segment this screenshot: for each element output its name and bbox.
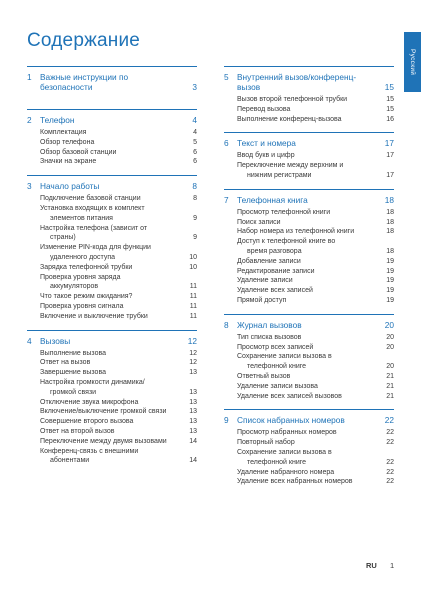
toc-entry-text [237, 151, 380, 161]
toc-entry-text [237, 267, 380, 277]
toc-entry-text-line: Удаление записи [237, 277, 293, 285]
toc-entry-text-line: Настройка телефона (зависит от [40, 224, 148, 232]
toc-entry-text [40, 417, 183, 427]
toc-section [27, 109, 197, 175]
toc-entry-text-line: Вызов второй телефонной трубки [237, 96, 348, 103]
toc-entry-text [40, 292, 183, 302]
toc-entry-text [40, 447, 183, 467]
toc-entry-text-line: Установка входящих в комплект [40, 204, 145, 212]
section-page-number: 3 [192, 82, 197, 92]
toc-entry-link[interactable] [27, 157, 197, 167]
toc-entry-page-number: 9 [193, 234, 197, 242]
toc-entry-page-number: 17 [386, 152, 394, 160]
toc-entry-text-line: время разговора [247, 247, 302, 255]
section-entries [27, 95, 197, 109]
toc-entry-link[interactable] [27, 417, 197, 427]
toc-entry-text [237, 257, 380, 267]
section-heading-link[interactable] [224, 132, 394, 151]
toc-entry-text [237, 218, 380, 228]
toc-entry-page-number: 10 [189, 253, 197, 261]
toc-entry-text [237, 477, 380, 487]
toc-entry-text-line: Значки на экране [40, 158, 97, 166]
toc-entry-text-line: Настройка громкости динамика/ [40, 378, 145, 386]
section-heading-link[interactable] [224, 314, 394, 333]
toc-entry-text-line: Ввод букв и цифр [237, 152, 295, 160]
toc-entry-text-line: телефонной книге [247, 363, 307, 371]
toc-entry-text [237, 392, 380, 402]
toc-entry-page-number: 13 [189, 418, 197, 426]
section-entries [224, 428, 394, 495]
section-title-line: Начало работы [40, 181, 100, 192]
section-entries [27, 349, 197, 475]
section-title-line: Список набранных номеров [237, 415, 345, 426]
toc-entry-text [237, 438, 380, 448]
toc-entry-text-line: Поиск записи [237, 218, 281, 226]
toc-entry-text [40, 407, 183, 417]
toc-entry-link[interactable] [27, 148, 197, 158]
section-title [40, 336, 183, 346]
toc-entry-link[interactable] [27, 243, 197, 263]
toc-entry-text-line: Добавление записи [237, 257, 301, 265]
toc-entry-text [40, 349, 183, 359]
toc-entry-text-line: Просмотр набранных номеров [237, 429, 337, 437]
section-title [237, 195, 380, 205]
toc-entry-page-number: 4 [193, 129, 197, 136]
toc-entry-text-line: Удаление набранного номера [237, 468, 335, 476]
footer-page-number: 1 [390, 561, 395, 570]
section-number: 2 [27, 115, 32, 125]
toc-entry-link[interactable] [27, 349, 197, 359]
toc-section [27, 66, 197, 109]
toc-entry-link[interactable] [224, 428, 394, 438]
toc-entry-text-line: Совершение второго вызова [40, 418, 134, 426]
section-number: 8 [224, 319, 229, 330]
toc-entry-page-number: 10 [189, 263, 197, 271]
toc-entry-text-line: Повторный набор [237, 439, 295, 447]
toc-section [224, 409, 394, 495]
toc-entry-link[interactable] [27, 427, 197, 437]
toc-entry-link[interactable] [27, 312, 197, 322]
toc-entry-text [40, 128, 183, 138]
toc-entry-link[interactable] [224, 218, 394, 228]
toc-entry-text-line: Ответ на вызов [40, 359, 91, 367]
toc-entry-link[interactable] [27, 368, 197, 378]
toc-entry-text-line: Удаление всех записей вызовов [237, 392, 342, 400]
toc-entry-text-line: Перевод вызова [237, 105, 291, 113]
toc-entry-text-line: Переключение между двумя вызовами [40, 437, 167, 445]
section-entries [27, 194, 197, 329]
page-title: Содержание [27, 30, 141, 51]
section-title [40, 115, 183, 125]
toc-entry-link[interactable] [224, 333, 394, 343]
toc-entry-link[interactable] [27, 138, 197, 148]
toc-entry-text [40, 157, 183, 167]
section-page-number: 15 [384, 82, 394, 92]
toc-entry-page-number: 11 [189, 283, 197, 291]
toc-entry-text-line: Включение и выключение трубки [40, 312, 148, 320]
toc-entry-page-number: 22 [386, 429, 394, 437]
toc-entry-link[interactable] [27, 194, 197, 204]
section-heading-link[interactable] [27, 66, 197, 95]
toc-entry-page-number: 18 [386, 228, 394, 236]
toc-entry-text [237, 286, 380, 296]
toc-entry-link[interactable] [224, 237, 394, 257]
toc-entry-page-number: 16 [386, 115, 394, 123]
toc-entry-page-number: 18 [386, 218, 394, 226]
toc-entry-link[interactable] [224, 392, 394, 402]
section-heading-link[interactable] [224, 66, 394, 95]
toc-entry-page-number: 13 [189, 398, 197, 406]
toc-entry-text [237, 105, 380, 115]
toc-entry-page-number: 20 [386, 333, 394, 341]
toc-entry-text [237, 333, 380, 343]
toc-entry-page-number: 21 [386, 392, 394, 400]
section-number: 4 [27, 335, 32, 346]
toc-entry-text-line: телефонной книге [247, 458, 307, 466]
toc-entry-page-number: 12 [189, 349, 197, 357]
section-title-line: Вызовы [40, 335, 71, 346]
toc-right-column [224, 66, 394, 495]
toc-entry-text [40, 378, 183, 398]
toc-entry-text-line: Просмотр телефонной книги [237, 208, 331, 216]
section-entries [27, 128, 197, 175]
toc-entry-text-line: Подключение базовой станции [40, 195, 141, 203]
toc-entry-text-line: Обзор телефона [40, 138, 95, 146]
toc-entry-text-line: Прямой доступ [237, 296, 287, 304]
toc-entry-link[interactable] [224, 382, 394, 392]
toc-entry-text-line: Выполнение вызова [40, 349, 106, 357]
toc-entry-text [40, 204, 183, 224]
toc-entry-text-line: Ответный вызов [237, 372, 291, 380]
toc-entry-link[interactable] [224, 286, 394, 296]
toc-entry-page-number: 17 [386, 171, 394, 179]
toc-entry-text-line: Набор номера из телефонной книги [237, 228, 355, 236]
section-title-line: Внутренний вызов/конференц- [237, 72, 357, 82]
section-number: 6 [224, 138, 229, 149]
toc-entry-text-line: аккумуляторов [50, 283, 99, 291]
section-heading-link[interactable] [27, 175, 197, 194]
toc-entry-text [40, 243, 183, 263]
toc-entry-text [40, 302, 183, 312]
toc-entry-link[interactable] [27, 447, 197, 467]
toc-entry-text [237, 352, 380, 372]
toc-entry-text-line: Сохранение записи вызова в [237, 448, 332, 456]
toc-entry-text-line: Проверка уровня сигнала [40, 302, 124, 310]
section-title-line: Телефонная книга [237, 194, 308, 205]
toc-entry-text [237, 448, 380, 468]
toc-entry-link[interactable] [27, 273, 197, 293]
toc-entry-link[interactable] [224, 276, 394, 286]
section-title-line: Текст и номера [237, 138, 296, 149]
toc-entry-text [40, 312, 183, 322]
toc-entry-link[interactable] [224, 438, 394, 448]
toc-entry-link[interactable] [27, 358, 197, 368]
toc-entry-page-number: 18 [386, 247, 394, 255]
toc-entry-page-number: 15 [386, 105, 394, 113]
toc-entry-page-number: 13 [189, 427, 197, 435]
section-page-number: 12 [187, 335, 197, 346]
toc-entry-link[interactable] [224, 267, 394, 277]
toc-entry-text [237, 372, 380, 382]
toc-entry-text-line: элементов питания [50, 214, 113, 222]
toc-section [224, 314, 394, 410]
toc-entry-text-line: Включение/выключение громкой связи [40, 408, 167, 416]
section-heading-link[interactable] [27, 330, 197, 349]
toc-left-column [27, 66, 197, 474]
toc-entry-link[interactable] [27, 224, 197, 244]
toc-entry-page-number: 14 [189, 437, 197, 445]
toc-entry-page-number: 19 [386, 257, 394, 265]
section-number: 7 [224, 194, 229, 205]
toc-entry-text [237, 208, 380, 218]
toc-entry-text-line: Что такое режим ожидания? [40, 293, 133, 301]
toc-entry-text [237, 95, 380, 105]
toc-entry-page-number: 13 [189, 369, 197, 377]
toc-entry-text-line: Тип списка вызовов [237, 333, 302, 341]
toc-entry-text-line: Редактирование записи [237, 267, 315, 275]
toc-entry-text-line: Изменение PIN-кода для функции [40, 244, 151, 252]
toc-section [27, 330, 197, 475]
toc-entry-text [40, 358, 183, 368]
toc-entry-link[interactable] [224, 208, 394, 218]
toc-entry-link[interactable] [27, 128, 197, 138]
toc-entry-link[interactable] [27, 407, 197, 417]
section-title [237, 72, 380, 92]
toc-entry-link[interactable] [224, 448, 394, 468]
section-page-number: 8 [192, 181, 197, 192]
toc-entry-page-number: 12 [189, 359, 197, 367]
section-entries [224, 208, 394, 314]
toc-entry-text [40, 224, 183, 244]
toc-entry-page-number: 8 [193, 195, 197, 203]
toc-entry-link[interactable] [224, 257, 394, 267]
toc-entry-link[interactable] [224, 372, 394, 382]
toc-entry-page-number: 9 [193, 214, 197, 222]
toc-entry-link[interactable] [224, 477, 394, 487]
section-page-number: 22 [384, 415, 394, 426]
toc-entry-page-number: 11 [189, 312, 197, 320]
toc-entry-page-number: 11 [189, 293, 197, 301]
toc-entry-text-line: Зарядка телефонной трубки [40, 263, 133, 271]
toc-entry-text-line: Комплектация [40, 129, 87, 136]
section-title-line: вызов [237, 82, 261, 92]
toc-entry-text-line: Удаление всех записей [237, 287, 313, 295]
toc-entry-link[interactable] [224, 468, 394, 478]
toc-entry-text-line: страны) [50, 234, 76, 242]
section-title-line: Телефон [40, 115, 75, 125]
toc-section [224, 189, 394, 314]
toc-entry-page-number: 22 [386, 478, 394, 486]
toc-entry-text-line: громкой связи [50, 388, 97, 396]
toc-entry-text-line: Завершение вызова [40, 369, 106, 377]
toc-entry-link[interactable] [224, 352, 394, 372]
toc-entry-text [237, 382, 380, 392]
section-heading-link[interactable] [224, 409, 394, 428]
toc-entry-text [237, 115, 380, 125]
toc-entry-page-number: 19 [386, 287, 394, 295]
toc-entry-page-number: 20 [386, 343, 394, 351]
toc-entry-text [40, 148, 183, 158]
section-page-number: 20 [384, 319, 394, 330]
section-title-line: Важные инструкции по [40, 72, 129, 82]
toc-entry-page-number: 22 [386, 468, 394, 476]
toc-entry-page-number: 13 [189, 388, 197, 396]
toc-entry-page-number: 20 [386, 363, 394, 371]
toc-entry-text-line: Переключение между верхним и [237, 162, 344, 170]
toc-entry-link[interactable] [224, 151, 394, 161]
toc-entry-text [237, 227, 380, 237]
toc-entry-text [237, 161, 380, 181]
toc-entry-link[interactable] [27, 204, 197, 224]
toc-entry-text-line: Конференц-связь с внешними [40, 447, 139, 455]
section-title [40, 72, 183, 92]
toc-entry-text-line: нижним регистрами [247, 171, 312, 179]
toc-entry-text [40, 427, 183, 437]
toc-entry-text [40, 138, 183, 148]
toc-entry-text [40, 437, 183, 447]
section-page-number: 4 [192, 115, 197, 125]
toc-entry-page-number: 21 [386, 382, 394, 390]
toc-entry-page-number: 6 [193, 158, 197, 166]
toc-entry-text-line: Доступ к телефонной книге во [237, 238, 336, 246]
toc-entry-link[interactable] [224, 161, 394, 181]
toc-entry-page-number: 22 [386, 458, 394, 466]
toc-entry-link[interactable] [224, 227, 394, 237]
toc-entry-text-line: абонентами [50, 457, 90, 465]
section-entries [224, 333, 394, 410]
toc-entry-text [40, 273, 183, 293]
toc-entry-text-line: Выполнение конференц-вызова [237, 115, 342, 123]
toc-entry-page-number: 15 [386, 96, 394, 103]
toc-entry-page-number: 19 [386, 277, 394, 285]
toc-entry-text-line: удаленного доступа [50, 253, 116, 261]
footer-language-code: RU [366, 561, 377, 570]
toc-section [224, 132, 394, 188]
section-title [237, 320, 380, 330]
section-entries [224, 95, 394, 132]
toc-entry-link[interactable] [224, 296, 394, 306]
section-heading-link[interactable] [224, 189, 394, 208]
toc-entry-text [237, 343, 380, 353]
toc-entry-text-line: Проверка уровня заряда [40, 273, 121, 281]
section-title-line: Журнал вызовов [237, 319, 302, 330]
toc-entry-text [237, 276, 380, 286]
toc-entry-link[interactable] [224, 95, 394, 105]
toc-entry-page-number: 18 [386, 208, 394, 216]
section-title [237, 138, 380, 148]
section-title-line: безопасности [40, 82, 93, 92]
toc-entry-link[interactable] [224, 343, 394, 353]
toc-entry-text-line: Просмотр всех записей [237, 343, 314, 351]
section-title [237, 415, 380, 425]
section-heading-link[interactable] [27, 109, 197, 128]
toc-entry-link[interactable] [27, 437, 197, 447]
toc-entry-text-line: Обзор базовой станции [40, 148, 117, 156]
section-entries [224, 151, 394, 188]
section-title [40, 181, 183, 191]
language-side-tab [404, 32, 421, 92]
toc-entry-link[interactable] [27, 292, 197, 302]
toc-entry-text [237, 428, 380, 438]
toc-entry-link[interactable] [224, 105, 394, 115]
toc-entry-text-line: Ответ на второй вызов [40, 427, 115, 435]
section-page-number: 18 [384, 194, 394, 205]
toc-entry-link[interactable] [27, 398, 197, 408]
toc-entry-text-line: Сохранение записи вызова в [237, 353, 332, 361]
section-number: 3 [27, 181, 32, 192]
toc-section [224, 66, 394, 132]
toc-entry-page-number: 22 [386, 439, 394, 447]
toc-entry-page-number: 19 [386, 296, 394, 304]
toc-entry-link[interactable] [27, 263, 197, 273]
toc-entry-page-number: 19 [386, 267, 394, 275]
section-page-number: 17 [384, 138, 394, 149]
toc-entry-page-number: 6 [193, 148, 197, 156]
language-side-tab-label: Русский [409, 48, 416, 76]
toc-entry-text-line: Отключение звука микрофона [40, 398, 139, 406]
toc-entry-text [237, 468, 380, 478]
section-number: 9 [224, 415, 229, 426]
toc-entry-page-number: 14 [189, 457, 197, 465]
toc-entry-text [237, 237, 380, 257]
toc-entry-text [237, 296, 380, 306]
section-number: 5 [224, 72, 229, 82]
toc-entry-text [40, 398, 183, 408]
section-number: 1 [27, 72, 32, 82]
toc-entry-page-number: 5 [193, 138, 197, 146]
toc-entry-link[interactable] [27, 378, 197, 398]
toc-entry-text [40, 368, 183, 378]
toc-entry-page-number: 21 [386, 372, 394, 380]
toc-entry-page-number: 11 [189, 302, 197, 310]
toc-entry-link[interactable] [27, 302, 197, 312]
toc-entry-text [40, 263, 183, 273]
toc-entry-link[interactable] [224, 115, 394, 125]
toc-entry-text-line: Удаление записи вызова [237, 382, 318, 390]
toc-section [27, 175, 197, 329]
toc-entry-text-line: Удаление всех набранных номеров [237, 478, 353, 486]
toc-entry-page-number: 13 [189, 408, 197, 416]
toc-entry-text [40, 194, 183, 204]
